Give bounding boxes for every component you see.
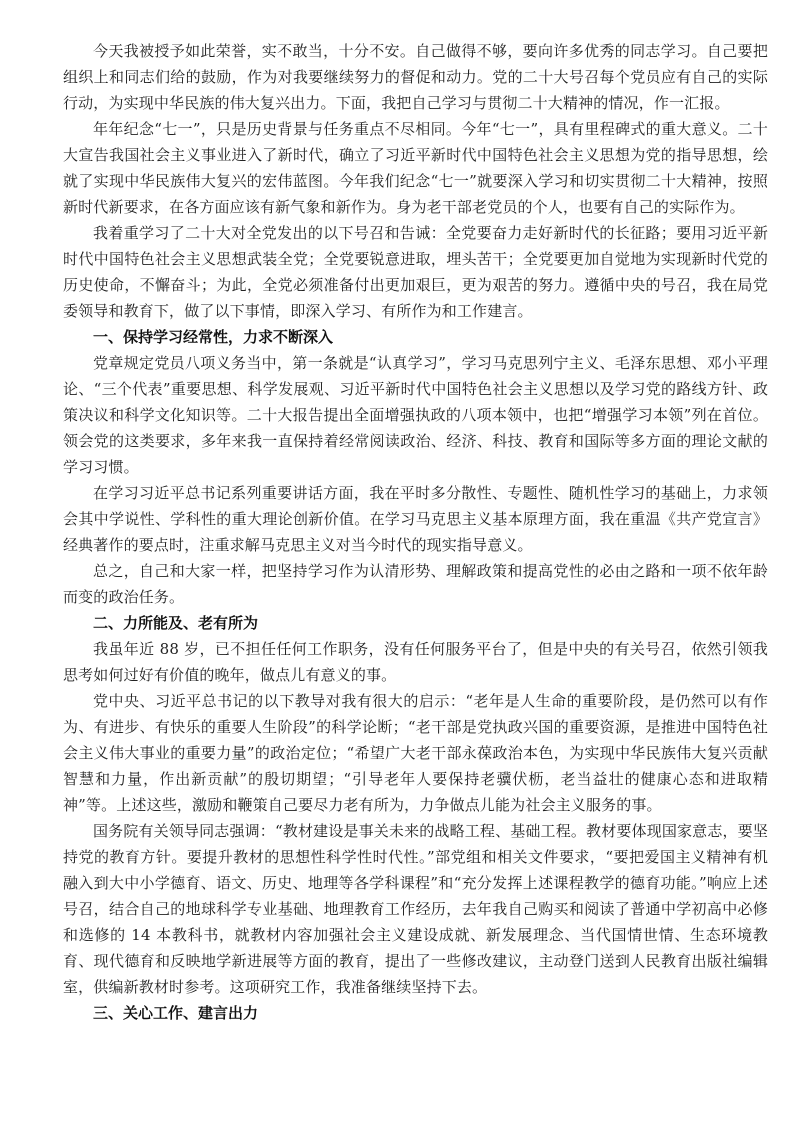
document-page xyxy=(63,38,768,1026)
paragraph-6: 总之，自己和大家一样，把坚持学习作为认清形势、理解政策和提高党性的必由之路和一项不依年龄而变的政治任务。 xyxy=(63,562,768,606)
paragraph-8: 党中央、习近平总书记的以下教导对我有很大的启示：“老年是人生命的重要阶段，是仍然可以有作为、有进步、有快乐的重要人生阶段”的科学论断；“老干部是党执政兴国的重要资源，是推进中国特色社会主义伟大事业的重要力量”的政治定位；“希望广大老干部永葆政治本色，为实现中华民族伟大复兴贡献智慧和力量，作出新贡献”的殷切期望；“引导老年人要保持老骥伏枥，老当益壮的健康心态和进取精神”等。上述这些，激励和鞭策自己要尽力老有所为，力争做点儿能为社会主义服务的事。 xyxy=(63,692,768,814)
paragraph-3: 我着重学习了二十大对全党发出的以下号召和告诫：全党要奋力走好新时代的长征路；要用习近平新时代中国特色社会主义思想武装全党；全党要锐意进取，埋头苦干；全党要更加自觉地为实现新时代党的历史使命，不懈奋斗；为此，全党必须准备付出更加艰巨，更为艰苦的努力。遵循中央的号召，我在局党委领导和教育下，做了以下事情，即深入学习、有所作为和工作建言。 xyxy=(63,224,768,320)
paragraph-5: 在学习习近平总书记系列重要讲话方面，我在平时多分散性、专题性、随机性学习的基础上，力求领会其中学说性、学科性的重大理论创新价值。在学习马克思主义基本原理方面，我在重温《共产党宣言》经典著作的要点时，注重求解马克思主义对当今时代的现实指导意义。 xyxy=(63,484,768,554)
section-heading-2: 二、力所能及、老有所为 xyxy=(93,614,259,632)
paragraph-2: 年年纪念“七一”，只是历史背景与任务重点不尽相同。今年“七一”，具有里程碑式的重大意义。二十大宣告我国社会主义事业进入了新时代，确立了习近平新时代中国特色社会主义思想为党的指导思想，绘就了实现中华民族伟大复兴的宏伟蓝图。今年我们纪念“七一”就要深入学习和切实贯彻二十大精神，按照新时代新要求，在各方面应该有新气象和新作为。身为老干部老党员的个人，也要有自己的实际作为。 xyxy=(63,120,768,216)
paragraph-4: 党章规定党员八项义务当中，第一条就是“认真学习”，学习马克思列宁主义、毛泽东思想、邓小平理论、“三个代表”重要思想、科学发展观、习近平新时代中国特色社会主义思想以及学习党的路线方针、政策决议和科学文化知识等。二十大报告提出全面增强执政的八项本领中，也把“增强学习本领”列在首位。领会党的这类要求，多年来我一直保持着经常阅读政治、经济、科技、教育和国际等多方面的理论文献的学习习惯。 xyxy=(63,354,768,476)
paragraph-7: 我虽年近 88 岁，已不担任任何工作职务，没有任何服务平台了，但是中央的有关号召，依然引领我思考如何过好有价值的晚年，做点儿有意义的事。 xyxy=(63,640,768,684)
section-heading-1: 一、保持学习经常性，力求不断深入 xyxy=(93,328,334,346)
paragraph-1: 今天我被授予如此荣誉，实不敢当，十分不安。自己做得不够，要向许多优秀的同志学习。自己要把组织上和同志们给的鼓励，作为对我要继续努力的督促和动力。党的二十大号召每个党员应有自己的实际行动，为实现中华民族的伟大复兴出力。下面，我把自己学习与贯彻二十大精神的情况，作一汇报。 xyxy=(63,42,768,112)
section-heading-3: 三、关心工作、建言出力 xyxy=(93,1004,259,1022)
paragraph-9: 国务院有关领导同志强调：“教材建设是事关未来的战略工程、基础工程。教材要体现国家意志，要坚持党的教育方针。要提升教材的思想性科学性时代性。”部党组和相关文件要求，“要把爱国主义精神有机融入到大中小学德育、语文、历史、地理等各学科课程”和“充分发挥上述课程教学的德育功能。”响应上述号召，结合自己的地球科学专业基础、地理教育工作经历，去年我自己购买和阅读了普通中学初高中必修和选修的 14 本教科书，就教材内容加强社会主义建设成就、新发展理念、当代国情世情、生态环境教育、现代德育和反映地学新进展等方面的教育，提出了一些修改建议，主动登门送到人民教育出版社编辑室，供编新教材时参考。这项研究工作，我准备继续坚持下去。 xyxy=(63,822,768,996)
